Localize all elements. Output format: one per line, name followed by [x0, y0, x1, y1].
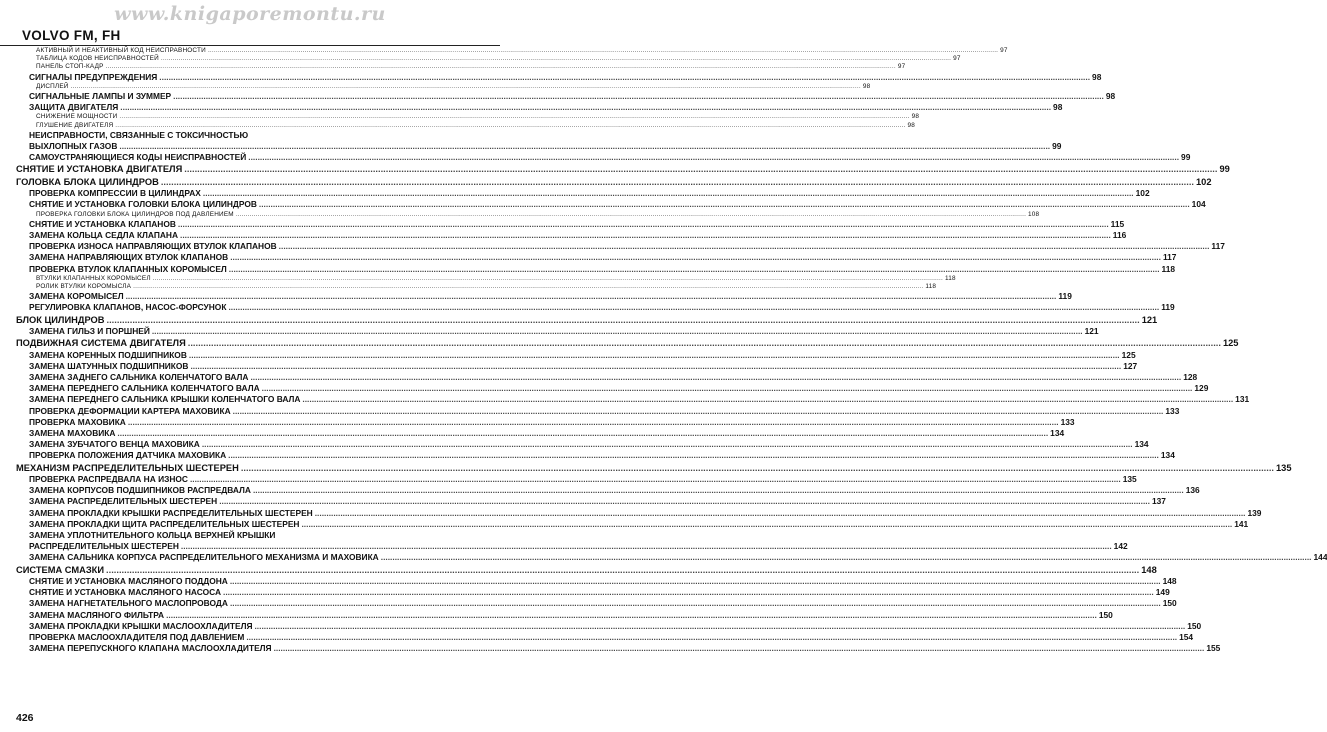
toc-section	[16, 314, 1158, 327]
toc-entry-title: ЗАМЕНА КОРПУСОВ ПОДШИПНИКОВ РАСПРЕДВАЛА	[29, 485, 251, 496]
toc-entry	[16, 518, 1249, 530]
toc-entry-title: ПРОВЕРКА МАСЛООХЛАДИТЕЛЯ ПОД ДАВЛЕНИЕМ	[29, 632, 245, 642]
toc-entry-page: 99	[1052, 140, 1062, 151]
dot-leader: ................................................................................................................................................................................................................................................................................................................................................................................................................	[159, 71, 1091, 82]
toc-entry-title: ПРОВЕРКА МАХОВИКА	[29, 416, 126, 427]
toc-entry-page: 150	[1098, 609, 1113, 620]
toc-entry-title: РАСПРЕДЕЛИТЕЛЬНЫХ ШЕСТЕРЕН	[29, 541, 179, 552]
page-number: 426	[16, 712, 34, 724]
toc-entry-page: 98	[911, 113, 920, 121]
dot-leader: ................................................................................................................................................................................................................................................................................................................................................................................................................	[223, 587, 1154, 598]
table-of-contents	[16, 47, 1327, 654]
toc-entry-page: 148	[1162, 576, 1177, 587]
toc-entry	[16, 152, 1191, 163]
toc-subentry	[16, 282, 937, 291]
dot-leader: ................................................................................................................................................................................................................................................................................................................................................................................................................	[202, 188, 1134, 199]
toc-subentry	[16, 210, 1040, 219]
dot-leader: ................................................................................................................................................................................................................................................................................................................................................................................................................	[301, 518, 1233, 529]
toc-entry	[16, 394, 1250, 405]
dot-leader: ................................................................................................................................................................................................................................................................................................................................................................................................................	[115, 121, 906, 129]
toc-entry-page: 134	[1134, 439, 1149, 450]
dot-leader: ................................................................................................................................................................................................................................................................................................................................................................................................................	[120, 102, 1052, 113]
dot-leader: ................................................................................................................................................................................................................................................................................................................................................................................................................	[166, 609, 1097, 620]
toc-entry-title: ПРОВЕРКА ДЕФОРМАЦИИ КАРТЕРА МАХОВИКА	[29, 405, 231, 416]
toc-entry	[16, 507, 1262, 519]
toc-entry-page: 144	[1313, 552, 1327, 563]
dot-leader: ................................................................................................................................................................................................................................................................................................................................................................................................................	[229, 598, 1161, 609]
toc-entry-title: СИГНАЛЬНЫЕ ЛАМПЫ И ЗУММЕР	[29, 90, 172, 101]
toc-entry-title: АКТИВНЫЙ И НЕАКТИВНЫЙ КОД НЕИСПРАВНОСТИ	[36, 47, 206, 54]
toc-entry-title: ЗАМЕНА ЗУБЧАТОГО ВЕНЦА МАХОВИКА	[29, 439, 200, 450]
toc-entry-page: 98	[907, 121, 916, 129]
toc-entry-title: ПРОВЕРКА ИЗНОСА НАПРАВЛЯЮЩИХ ВТУЛОК КЛАПАНОВ	[29, 241, 277, 252]
toc-entry-page: 134	[1160, 450, 1175, 461]
toc-subentry	[16, 55, 961, 63]
toc-entry-page: 142	[1113, 541, 1128, 552]
dot-leader: ................................................................................................................................................................................................................................................................................................................................................................................................................	[106, 564, 1140, 575]
toc-entry-page: 125	[1222, 338, 1239, 349]
toc-entry	[16, 199, 1206, 210]
toc-entry	[16, 188, 1150, 199]
toc-entry-page: 148	[1141, 564, 1157, 575]
toc-entry-title: ЗАМЕНА ПРОКЛАДКИ ЩИТА РАСПРЕДЕЛИТЕЛЬНЫХ ШЕСТЕРЕН	[29, 518, 300, 529]
toc-entry-title: ПРОВЕРКА ВТУЛОК КЛАПАННЫХ КОРОМЫСЕЛ	[29, 263, 227, 274]
toc-entry-title: МЕХАНИЗМ РАСПРЕДЕЛИТЕЛЬНЫХ ШЕСТЕРЕН	[16, 462, 239, 473]
toc-entry-title: ЗАМЕНА ЗАДНЕГО САЛЬНИКА КОЛЕНЧАТОГО ВАЛА	[29, 372, 249, 383]
dot-leader: ................................................................................................................................................................................................................................................................................................................................................................................................................	[119, 113, 910, 121]
toc-entry-page: 131	[1235, 394, 1250, 405]
dot-leader: ................................................................................................................................................................................................................................................................................................................................................................................................................	[201, 439, 1133, 450]
toc-entry-title: ПРОВЕРКА ГОЛОВКИ БЛОКА ЦИЛИНДРОВ ПОД ДАВЛЕНИЕМ	[36, 210, 234, 218]
toc-entry-page: 97	[897, 63, 906, 71]
dot-leader: ................................................................................................................................................................................................................................................................................................................................................................................................................	[273, 643, 1205, 654]
toc-entry-page: 118	[925, 282, 937, 290]
toc-entry	[16, 632, 1194, 643]
toc-entry	[16, 90, 1116, 102]
toc-entry	[16, 587, 1170, 598]
toc-entry-page: 139	[1247, 507, 1262, 518]
toc-entry	[16, 252, 1177, 263]
toc-entry-title: САМОУСТРАНЯЮЩИЕСЯ КОДЫ НЕИСПРАВНОСТЕЙ	[29, 152, 247, 163]
toc-entry-title: РОЛИК ВТУЛКИ КОРОМЫСЛА	[36, 282, 132, 290]
toc-entry-page: 149	[1155, 587, 1170, 598]
toc-entry-page: 133	[1060, 416, 1075, 427]
toc-entry-page: 128	[1183, 372, 1198, 383]
toc-entry-title: ЗАМЕНА ПЕРЕДНЕГО САЛЬНИКА КРЫШКИ КОЛЕНЧАТОГО ВАЛА	[29, 394, 301, 405]
toc-entry-page: 154	[1179, 632, 1194, 642]
toc-entry	[16, 416, 1075, 428]
toc-entry-page: 150	[1162, 598, 1177, 609]
watermark-url: www.knigaporemontu.ru	[114, 3, 386, 25]
toc-entry	[16, 349, 1136, 361]
toc-entry	[16, 428, 1065, 439]
toc-entry	[16, 302, 1175, 313]
toc-entry-page: 98	[1092, 71, 1102, 82]
toc-entry-title: СНЯТИЕ И УСТАНОВКА МАСЛЯНОГО ПОДДОНА	[29, 576, 228, 587]
toc-entry-title: ТАБЛИЦА КОДОВ НЕИСПРАВНОСТЕЙ	[36, 55, 159, 63]
dot-leader: ................................................................................................................................................................................................................................................................................................................................................................................................................	[250, 372, 1182, 383]
toc-entry-page: 117	[1162, 252, 1177, 263]
toc-entry-page: 136	[1185, 485, 1200, 496]
toc-entry-title: ЗАМЕНА КОЛЬЦА СЕДЛА КЛАПАНА	[29, 230, 179, 240]
toc-entry-page: 102	[1135, 188, 1150, 199]
toc-entry-title: ПРОВЕРКА КОМПРЕССИИ В ЦИЛИНДРАХ	[29, 188, 201, 199]
toc-entry	[16, 372, 1198, 383]
toc-entry	[16, 496, 1166, 507]
toc-entry-title: СНЯТИЕ И УСТАНОВКА МАСЛЯНОГО НАСОСА	[29, 587, 222, 598]
dot-leader: ................................................................................................................................................................................................................................................................................................................................................................................................................	[235, 210, 1027, 218]
toc-entry-title: ЗАМЕНА САЛЬНИКА КОРПУСА РАСПРЕДЕЛИТЕЛЬНОГО МЕХАНИЗМА И МАХОВИКА	[29, 552, 379, 563]
toc-entry-page: 98	[862, 82, 871, 90]
dot-leader: ................................................................................................................................................................................................................................................................................................................................................................................................................	[177, 218, 1109, 229]
toc-entry	[16, 450, 1175, 461]
toc-entry-page: 97	[953, 55, 961, 63]
dot-leader: ................................................................................................................................................................................................................................................................................................................................................................................................................	[125, 291, 1057, 302]
dot-leader: ................................................................................................................................................................................................................................................................................................................................................................................................................	[180, 541, 1112, 552]
toc-entry-title: ЗАМЕНА ПЕРЕДНЕГО САЛЬНИКА КОЛЕНЧАТОГО ВАЛА	[29, 383, 260, 394]
toc-entry-title: ВЫХЛОПНЫХ ГАЗОВ	[29, 140, 118, 151]
toc-section	[16, 564, 1157, 577]
toc-entry-page: 127	[1123, 360, 1138, 371]
toc-entry-title: ПРОВЕРКА ПОЛОЖЕНИЯ ДАТЧИКА МАХОВИКА	[29, 450, 227, 461]
toc-entry-title: ЗАМЕНА МАСЛЯНОГО ФИЛЬТРА	[29, 609, 165, 620]
dot-leader: ................................................................................................................................................................................................................................................................................................................................................................................................................	[261, 383, 1193, 394]
toc-entry	[16, 230, 1127, 241]
dot-leader: ................................................................................................................................................................................................................................................................................................................................................................................................................	[184, 164, 1218, 175]
dot-leader: ................................................................................................................................................................................................................................................................................................................................................................................................................	[187, 338, 1221, 349]
toc-entry-title: ЗАМЕНА ГИЛЬЗ И ПОРШНЕЙ	[29, 326, 150, 336]
toc-entry	[16, 598, 1177, 609]
toc-entry-title: ПРОВЕРКА РАСПРЕДВАЛА НА ИЗНОС	[29, 474, 188, 485]
toc-entry-title: ГОЛОВКА БЛОКА ЦИЛИНДРОВ	[16, 176, 159, 187]
toc-entry-page: 98	[1053, 102, 1063, 113]
dot-leader: ................................................................................................................................................................................................................................................................................................................................................................................................................	[258, 199, 1190, 210]
toc-entry-title: ПАНЕЛЬ СТОП-КАДР	[36, 63, 104, 71]
toc-entry	[16, 405, 1180, 417]
dot-leader: ................................................................................................................................................................................................................................................................................................................................................................................................................	[160, 176, 1195, 187]
toc-entry	[16, 620, 1202, 632]
dot-leader: ................................................................................................................................................................................................................................................................................................................................................................................................................	[133, 282, 924, 290]
toc-entry-page: 115	[1110, 218, 1125, 229]
toc-entry-title: СИГНАЛЫ ПРЕДУПРЕЖДЕНИЯ	[29, 71, 158, 82]
toc-entry	[16, 102, 1063, 113]
toc-entry-page: 134	[1050, 428, 1065, 438]
toc-entry-title: ЗАМЕНА НАПРАВЛЯЮЩИХ ВТУЛОК КЛАПАНОВ	[29, 252, 229, 263]
toc-entry-title: ЗАМЕНА ПЕРЕПУСКНОГО КЛАПАНА МАСЛООХЛАДИТЕЛЯ	[29, 643, 272, 654]
toc-entry-page: 150	[1187, 620, 1202, 631]
dot-leader: ................................................................................................................................................................................................................................................................................................................................................................................................................	[302, 394, 1234, 405]
dot-leader: ................................................................................................................................................................................................................................................................................................................................................................................................................	[151, 326, 1083, 336]
toc-entry-page: 135	[1276, 462, 1292, 473]
dot-leader: ................................................................................................................................................................................................................................................................................................................................................................................................................	[228, 450, 1159, 461]
toc-entry-page: 97	[1000, 47, 1008, 54]
toc-subentry	[16, 47, 1008, 55]
toc-entry-page: 121	[1141, 314, 1158, 325]
toc-entry-title: ЗАЩИТА ДВИГАТЕЛЯ	[29, 102, 119, 113]
toc-entry-title: ЗАМЕНА ШАТУННЫХ ПОДШИПНИКОВ	[29, 360, 189, 371]
dot-leader: ................................................................................................................................................................................................................................................................................................................................................................................................................	[188, 349, 1120, 360]
toc-entry-page: 98	[1105, 90, 1116, 101]
dot-leader: ................................................................................................................................................................................................................................................................................................................................................................................................................	[248, 152, 1180, 163]
toc-entry-title: ГЛУШЕНИЕ ДВИГАТЕЛЯ	[36, 121, 114, 129]
dot-leader: ................................................................................................................................................................................................................................................................................................................................................................................................................	[207, 47, 999, 54]
toc-entry-page: 129	[1194, 383, 1209, 394]
toc-entry-title: ДИСПЛЕЙ	[36, 82, 69, 90]
dot-leader: ................................................................................................................................................................................................................................................................................................................................................................................................................	[117, 428, 1049, 438]
toc-entry	[16, 383, 1209, 394]
toc-entry-page: 155	[1206, 643, 1221, 654]
toc-entry	[16, 643, 1221, 654]
dot-leader: ................................................................................................................................................................................................................................................................................................................................................................................................................	[240, 462, 1275, 473]
toc-entry-title: ВТУЛКИ КЛАПАННЫХ КОРОМЫСЕЛ	[36, 274, 151, 282]
toc-subentry	[16, 121, 916, 130]
toc-entry-page: 135	[1122, 474, 1137, 485]
toc-entry-page: 119	[1161, 302, 1175, 313]
toc-entry	[16, 130, 486, 141]
dot-leader: ................................................................................................................................................................................................................................................................................................................................................................................................................	[189, 474, 1121, 485]
toc-entry-page: 121	[1084, 326, 1099, 336]
dot-leader: ................................................................................................................................................................................................................................................................................................................................................................................................................	[173, 90, 1104, 101]
toc-entry	[16, 485, 1200, 496]
toc-entry-title: СНИЖЕНИЕ МОЩНОСТИ	[36, 113, 118, 121]
dot-leader: ................................................................................................................................................................................................................................................................................................................................................................................................................	[119, 140, 1051, 151]
toc-section	[16, 337, 1239, 350]
toc-entry	[16, 241, 1225, 252]
toc-entry-page: 118	[1161, 263, 1176, 274]
dot-leader: ................................................................................................................................................................................................................................................................................................................................................................................................................	[127, 416, 1059, 427]
dot-leader: ................................................................................................................................................................................................................................................................................................................................................................................................................	[190, 360, 1122, 371]
toc-entry-page: 108	[1028, 210, 1040, 218]
toc-entry-title: ПОДВИЖНАЯ СИСТЕМА ДВИГАТЕЛЯ	[16, 338, 186, 349]
toc-entry-page: 119	[1058, 291, 1072, 302]
toc-entry-page: 116	[1112, 230, 1127, 240]
toc-entry-title: СИСТЕМА СМАЗКИ	[16, 564, 105, 575]
dot-leader: ................................................................................................................................................................................................................................................................................................................................................................................................................	[228, 302, 1160, 313]
toc-entry-title: ЗАМЕНА КОРЕННЫХ ПОДШИПНИКОВ	[29, 349, 187, 360]
toc-section	[16, 163, 1230, 176]
dot-leader: ................................................................................................................................................................................................................................................................................................................................................................................................................	[152, 274, 943, 282]
toc-entry-title: СНЯТИЕ И УСТАНОВКА ДВИГАТЕЛЯ	[16, 164, 183, 175]
header-rule	[0, 45, 500, 46]
toc-section	[16, 462, 1292, 475]
dot-leader: ................................................................................................................................................................................................................................................................................................................................................................................................................	[246, 632, 1178, 642]
toc-entry	[16, 439, 1149, 450]
toc-entry	[16, 218, 1125, 230]
toc-entry-page: 125	[1121, 349, 1136, 360]
toc-entry-title: ЗАМЕНА ПРОКЛАДКИ КРЫШКИ МАСЛООХЛАДИТЕЛЯ	[29, 620, 253, 631]
toc-entry	[16, 291, 1072, 302]
toc-entry	[16, 474, 1137, 485]
toc-entry-page: 118	[944, 274, 956, 282]
toc-entry	[16, 541, 1128, 552]
toc-entry	[16, 71, 1102, 83]
toc-entry-title: СНЯТИЕ И УСТАНОВКА ГОЛОВКИ БЛОКА ЦИЛИНДРОВ	[29, 199, 257, 210]
toc-entry-title: ЗАМЕНА МАХОВИКА	[29, 428, 116, 438]
dot-leader: ................................................................................................................................................................................................................................................................................................................................................................................................................	[252, 485, 1184, 496]
toc-entry-title: СНЯТИЕ И УСТАНОВКА КЛАПАНОВ	[29, 218, 176, 229]
dot-leader: ................................................................................................................................................................................................................................................................................................................................................................................................................	[232, 405, 1164, 416]
toc-subentry	[16, 82, 871, 91]
toc-subentry	[16, 63, 906, 71]
toc-entry	[16, 263, 1176, 275]
toc-entry-title: ЗАМЕНА ПРОКЛАДКИ КРЫШКИ РАСПРЕДЕЛИТЕЛЬНЫХ ШЕСТЕРЕН	[29, 507, 313, 518]
toc-entry-title: БЛОК ЦИЛИНДРОВ	[16, 314, 105, 325]
dot-leader: ................................................................................................................................................................................................................................................................................................................................................................................................................	[228, 263, 1160, 274]
toc-entry-title: НЕИСПРАВНОСТИ, СВЯЗАННЫЕ С ТОКСИЧНОСТЬЮ	[29, 129, 249, 140]
dot-leader: ................................................................................................................................................................................................................................................................................................................................................................................................................	[180, 230, 1111, 240]
toc-subentry	[16, 113, 920, 121]
toc-entry-page: 104	[1191, 199, 1206, 210]
dot-leader: ................................................................................................................................................................................................................................................................................................................................................................................................................	[230, 252, 1161, 263]
toc-entry-title: РЕГУЛИРОВКА КЛАПАНОВ, НАСОС-ФОРСУНОК	[29, 302, 227, 313]
dot-leader: ................................................................................................................................................................................................................................................................................................................................................................................................................	[314, 507, 1246, 518]
dot-leader: ................................................................................................................................................................................................................................................................................................................................................................................................................	[254, 620, 1186, 631]
toc-entry-page: 102	[1196, 176, 1212, 187]
toc-entry-page: 141	[1234, 518, 1249, 529]
toc-entry-title: ЗАМЕНА УПЛОТНИТЕЛЬНОГО КОЛЬЦА ВЕРХНЕЙ КРЫШКИ	[29, 530, 276, 540]
dot-leader: ................................................................................................................................................................................................................................................................................................................................................................................................................	[380, 552, 1312, 563]
toc-entry-page: 117	[1211, 241, 1225, 252]
toc-entry	[16, 530, 486, 541]
toc-entry-page: 99	[1219, 164, 1230, 175]
dot-leader: ................................................................................................................................................................................................................................................................................................................................................................................................................	[160, 55, 952, 63]
toc-entry-page: 137	[1151, 496, 1166, 507]
toc-entry-title: ЗАМЕНА РАСПРЕДЕЛИТЕЛЬНЫХ ШЕСТЕРЕН	[29, 496, 218, 507]
toc-entry	[16, 552, 1327, 563]
toc-entry-page: 133	[1165, 405, 1180, 416]
toc-entry-page: 99	[1181, 152, 1191, 163]
dot-leader: ................................................................................................................................................................................................................................................................................................................................................................................................................	[70, 82, 861, 90]
toc-entry	[16, 140, 1062, 152]
toc-section	[16, 176, 1212, 189]
book-title: VOLVO FM, FH	[22, 28, 121, 43]
dot-leader: ................................................................................................................................................................................................................................................................................................................................................................................................................	[278, 241, 1210, 252]
toc-subentry	[16, 274, 956, 283]
toc-entry	[16, 609, 1113, 621]
toc-entry	[16, 576, 1177, 587]
dot-leader: ................................................................................................................................................................................................................................................................................................................................................................................................................	[219, 496, 1150, 507]
toc-entry	[16, 360, 1138, 372]
toc-entry-title: ЗАМЕНА КОРОМЫСЕЛ	[29, 291, 124, 302]
dot-leader: ................................................................................................................................................................................................................................................................................................................................................................................................................	[229, 576, 1161, 587]
dot-leader: ................................................................................................................................................................................................................................................................................................................................................................................................................	[105, 63, 896, 71]
dot-leader: ................................................................................................................................................................................................................................................................................................................................................................................................................	[106, 314, 1140, 325]
toc-entry	[16, 326, 1099, 337]
toc-entry-title: ЗАМЕНА НАГНЕТАТЕЛЬНОГО МАСЛОПРОВОДА	[29, 598, 228, 609]
